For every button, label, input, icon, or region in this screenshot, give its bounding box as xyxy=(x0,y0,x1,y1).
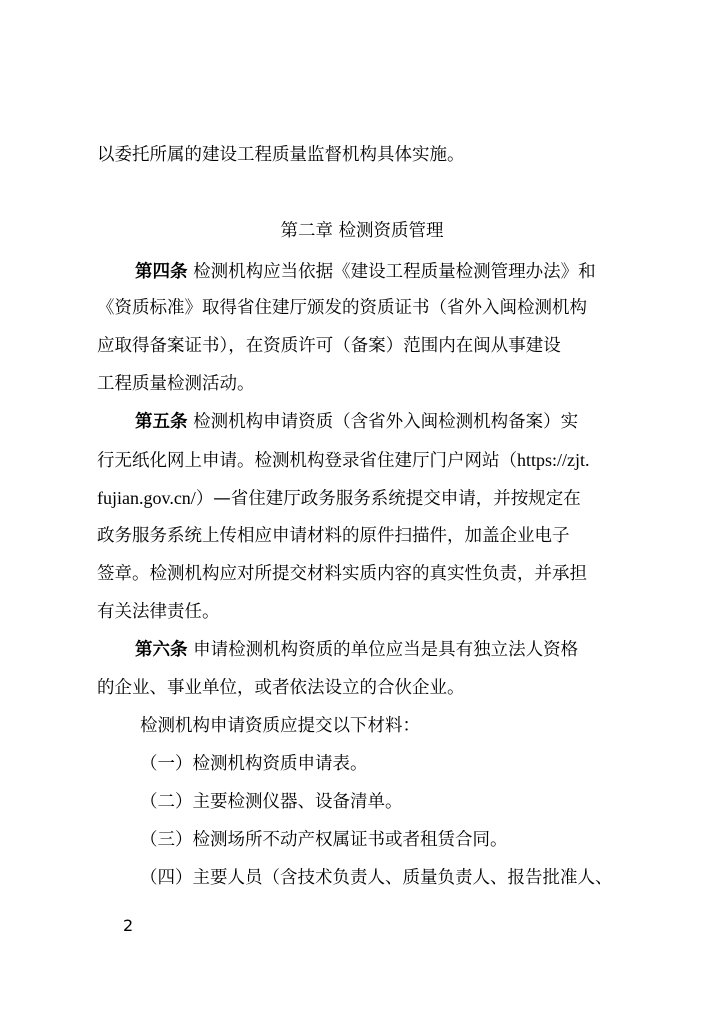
article-4-line: 第四条 检测机构应当依据《建设工程质量检测管理办法》和 xyxy=(135,262,596,282)
chapter-heading: 第二章 检测资质管理 xyxy=(280,221,444,241)
article-6-label: 第六条 xyxy=(135,640,188,660)
article-5-line: 第五条 检测机构申请资质（含省外入闽检测机构备案）实 xyxy=(135,412,579,432)
article-6-line: 第六条 申请检测机构资质的单位应当是具有独立法人资格 xyxy=(135,640,579,660)
list-item: （三）检测场所不动产权属证书或者租赁合同。 xyxy=(140,830,508,850)
article-5-label: 第五条 xyxy=(135,412,188,432)
list-item: （二）主要检测仪器、设备清单。 xyxy=(140,792,403,812)
paragraph-line: 应取得备案证书），在资质许可（备案）范围内在闽从事建设 xyxy=(97,336,561,356)
paragraph-line: 行无纸化网上申请。检测机构登录省住建厅门户网站（https://zjt. xyxy=(97,450,590,471)
paragraph-line: fujian.gov.cn/）—省住建厅政务服务系统提交申请，并按规定在 xyxy=(97,488,581,509)
page-number: 2 xyxy=(123,916,134,935)
list-intro: 检测机构申请资质应提交以下材料： xyxy=(140,716,420,736)
paragraph-line: 以委托所属的建设工程质量监督机构具体实施。 xyxy=(97,145,465,165)
list-item: （四）主要人员（含技术负责人、质量负责人、报告批准人、 xyxy=(140,868,613,888)
paragraph-line: 的企业、事业单位，或者依法设立的合伙企业。 xyxy=(97,678,465,698)
paragraph-line: 签章。检测机构应对所提交材料实质内容的真实性负责，并承担 xyxy=(97,564,587,584)
website-url-part: fujian.gov.cn/ xyxy=(97,488,196,508)
paragraph-line: 《资质标准》取得省住建厅颁发的资质证书（省外入闽检测机构 xyxy=(97,298,587,318)
paragraph-line: 政务服务系统上传相应申请材料的原件扫描件，加盖企业电子 xyxy=(97,526,570,546)
website-url-part: https://zjt. xyxy=(517,450,590,470)
paragraph-line: 有关法律责任。 xyxy=(97,602,220,622)
list-item: （一）检测机构资质申请表。 xyxy=(140,754,368,774)
article-4-label: 第四条 xyxy=(135,262,188,282)
paragraph-line: 工程质量检测活动。 xyxy=(97,374,255,394)
